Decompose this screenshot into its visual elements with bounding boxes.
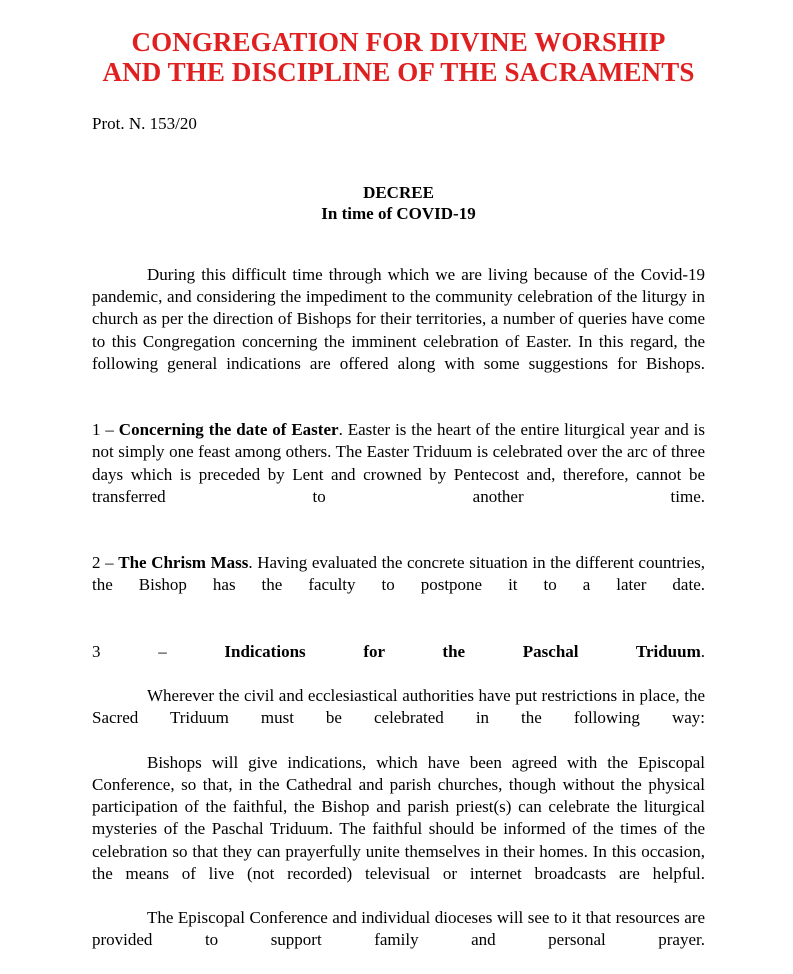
protocol-number: Prot. N. 153/20 bbox=[92, 114, 197, 133]
item-2-text: . Having evaluated the concrete situation in the different countries, the Bishop has the faculty to postpone it to a later date. bbox=[92, 553, 705, 595]
document-masthead bbox=[92, 0, 705, 87]
decree-title-line-1: DECREE bbox=[363, 183, 434, 202]
item-2-number: 2 – bbox=[92, 553, 119, 573]
item-2-lead: The Chrism Mass bbox=[118, 553, 249, 573]
paragraph-intro: During this difficult time through which we are living because of the Covid-19 pandemic, and considering the impediment to the community celebration of the liturgy in church as per the direction of Bishops for their territories, a number of queries have come to this Congregation concerning the imminent celebration of Easter. In this regard, the following general indications are offered along with some suggestions for Bishops. bbox=[92, 265, 705, 373]
paragraph-item-1 bbox=[92, 419, 705, 530]
document-content bbox=[92, 0, 705, 974]
paragraph-item-3-sub-1: Wherever the civil and ecclesiastical authorities have put restrictions in place, the Sacred Triduum must be celebrated in the following way: bbox=[92, 686, 705, 728]
item-3-text: . bbox=[700, 641, 705, 661]
masthead-line-2: AND THE DISCIPLINE OF THE SACRAMENTS bbox=[102, 57, 695, 87]
item-1-lead: Concerning the date of Easter bbox=[118, 420, 339, 440]
paragraph-item-3-sub-2: Bishops will give indications, which have been agreed with the Episcopal Conference, so that, in the Cathedral and parish churches, though without the physical participation of the faithful, the Bishop and parish priest(s) can celebrate the liturgical mysteries of the Paschal Triduum. The faithful should be informed of the times of the celebration so that they can prayerfully unite themselves in their homes. In this occasion, the means of live (not recorded) televisual or internet broadcasts are helpful. bbox=[92, 752, 705, 883]
item-1-number: 1 – bbox=[92, 420, 119, 440]
document-body bbox=[92, 264, 705, 974]
decree-title bbox=[92, 182, 705, 224]
item-3-number: 3 – bbox=[92, 641, 225, 661]
paragraph-item-2 bbox=[92, 552, 705, 619]
item-1-text: . Easter is the heart of the entire liturgical year and is not simply one feast among others. The Easter Triduum is celebrated over the arc of three days which is preceded by Lent and crowned by Pentecost and, therefore, cannot be transferred to another time. bbox=[92, 420, 706, 506]
item-3-lead: Indications for the Paschal Triduum bbox=[224, 641, 701, 661]
paragraph-item-3-heading bbox=[92, 641, 705, 685]
decree-title-line-2: In time of COVID-19 bbox=[321, 204, 476, 223]
masthead-line-1: CONGREGATION FOR DIVINE WORSHIP bbox=[131, 27, 666, 57]
paragraph-item-3-sub-3: The Episcopal Conference and individual dioceses will see to it that resources are provided to support family and personal prayer. bbox=[92, 908, 705, 950]
